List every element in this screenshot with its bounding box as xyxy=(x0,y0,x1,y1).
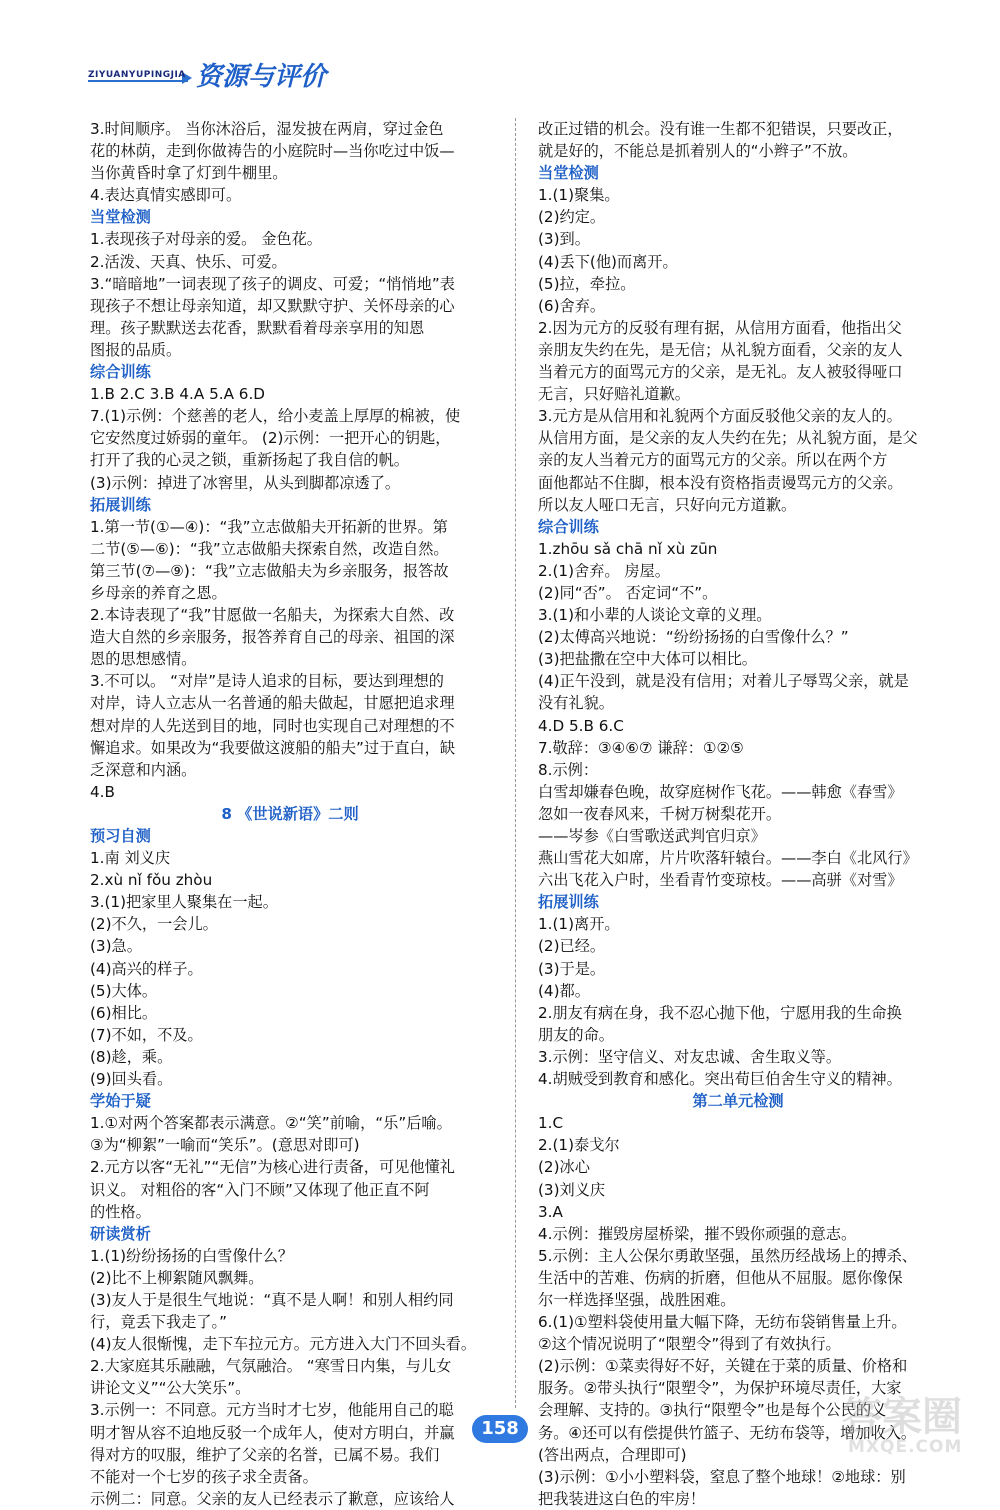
text-line: 1.B 2.C 3.B 4.A 5.A 6.D xyxy=(90,385,265,404)
text-line: (3)到。 xyxy=(538,230,590,249)
text-line: 无言，只好赔礼道歉。 xyxy=(538,385,690,404)
text-line: 7.(1)示例：个慈善的老人，给小麦盖上厚厚的棉被，使 xyxy=(90,407,461,426)
text-line: 乡母亲的养育之恩。 xyxy=(90,583,227,602)
text-line: 当着元方的面骂元方的父亲，是无礼。友人被驳得哑口 xyxy=(538,363,903,382)
text-line: 尔一样选择坚强，战胜困难。 xyxy=(538,1290,736,1309)
column-divider xyxy=(515,118,516,1408)
text-line: (2)同“否”。 否定词“不”。 xyxy=(538,583,718,602)
text-line: (2)比不上柳絮随风飘舞。 xyxy=(90,1268,264,1287)
text-line: 生活中的苦难、伤病的折磨，但他从不屈服。愿你像保 xyxy=(538,1268,903,1287)
text-line: 理。孩子默默送去花香，默默看着母亲享用的知恩 xyxy=(90,318,425,337)
text-line: 把我装进这白色的牢房！ xyxy=(538,1489,706,1508)
text-line: 会理解、支持的。③执行“限塑令”也是每个公民的义 xyxy=(538,1401,887,1420)
text-line: (3)把盐撒在空中大体可以相比。 xyxy=(538,650,757,669)
section-heading: 当堂检测 xyxy=(538,164,599,183)
text-line: 3.元方是从信用和礼貌两个方面反驳他父亲的友人的。 xyxy=(538,407,902,426)
text-line: 1.(1)离开。 xyxy=(538,915,620,934)
text-line: 亲朋友失约在先，是无信；从礼貌方面看，父亲的友人 xyxy=(538,340,903,359)
text-line: 1.(1)聚集。 xyxy=(538,186,620,205)
section-heading: 当堂检测 xyxy=(90,208,151,227)
section-heading: 综合训练 xyxy=(90,363,151,382)
text-line: 2.活泼、天真、快乐、可爱。 xyxy=(90,252,287,271)
text-line: 燕山雪花大如席，片片吹落轩辕台。——李白《北风行》 xyxy=(538,849,918,868)
text-line: 亲的友人当着元方的面骂元方的父亲。所以在两个方 xyxy=(538,451,888,470)
section-heading: 拓展训练 xyxy=(90,495,151,514)
text-line: 二节(⑤—⑥)：“我”立志做船夫探索自然，改造自然。 xyxy=(90,539,449,558)
text-line: (3)刘义庆 xyxy=(538,1180,606,1199)
watermark-url: MXQE.COM xyxy=(848,1437,963,1457)
text-line: 得对方的叹服，维护了父亲的名誉，已属不易。我们 xyxy=(90,1445,440,1464)
text-line: (2)已经。 xyxy=(538,937,606,956)
text-line: 乏深意和内涵。 xyxy=(90,760,197,779)
text-line: 6.(1)①塑料袋使用量大幅下降，无纺布袋销售量上升。 xyxy=(538,1313,907,1332)
text-line: 1.(1)纷纷扬扬的白雪像什么？ xyxy=(90,1246,294,1265)
text-line: (2)冰心 xyxy=(538,1158,590,1177)
text-line: 2.朋友有病在身，我不忍心抛下他，宁愿用我的生命换 xyxy=(538,1003,902,1022)
text-line: 图报的品质。 xyxy=(90,340,182,359)
text-line: 讲论文义”“公大笑乐”。 xyxy=(90,1379,251,1398)
text-line: (3)示例：①小小塑料袋，窒息了整个地球！②地球：别 xyxy=(538,1467,906,1486)
text-line: ②这个情况说明了“限塑令”得到了有效执行。 xyxy=(538,1335,841,1354)
text-line: 2.(1)泰戈尔 xyxy=(538,1136,620,1155)
text-line: 六出飞花入户时，坐看青竹变琼枝。——高骈《对雪》 xyxy=(538,871,903,890)
text-line: 4.胡贼受到教育和感化。突出荀巨伯舍生守义的精神。 xyxy=(538,1070,902,1089)
header-line xyxy=(88,80,188,82)
text-line: 3.“暗暗地”一词表现了孩子的调皮、可爱；“悄悄地”表 xyxy=(90,274,455,293)
text-line: (3)急。 xyxy=(90,937,142,956)
text-line: 4.B xyxy=(90,782,115,801)
text-line: 懈追求。如果改为“我要做这渡船的船夫”过于直白，缺 xyxy=(90,738,456,757)
text-line: (7)不如，不及。 xyxy=(90,1025,203,1044)
text-line: 造大自然的乡亲服务，报答养育自己的母亲、祖国的深 xyxy=(90,628,455,647)
text-line: 2.(1)舍弃。 房屋。 xyxy=(538,561,670,580)
text-line: 恩的思想感情。 xyxy=(90,650,197,669)
text-line: 的性格。 xyxy=(90,1202,151,1221)
text-line: 2.元方以客“无礼”“无信”为核心进行责备，可见他懂礼 xyxy=(90,1158,455,1177)
text-line: 明才智从容不迫地反驳一个成年人，使对方明白，并赢 xyxy=(90,1423,455,1442)
text-line: 1.第一节(①—④)：“我”立志做船夫开拓新的世界。第 xyxy=(90,517,448,536)
text-line: 8.示例： xyxy=(538,760,599,779)
watermark-logo xyxy=(836,1385,986,1465)
watermark-text: 答案圈 xyxy=(842,1394,962,1440)
text-line: (3)于是。 xyxy=(538,959,606,978)
section-heading: 研读赏析 xyxy=(90,1224,151,1243)
text-line: 朋友的命。 xyxy=(538,1025,614,1044)
text-line: 7.敬辞：③④⑥⑦ 谦辞：①②⑤ xyxy=(538,738,744,757)
text-line: 1.南 刘义庆 xyxy=(90,849,171,868)
section-heading: 综合训练 xyxy=(538,517,599,536)
text-line: (4)都。 xyxy=(538,981,590,1000)
text-line: 5.示例：主人公保尔勇敢坚强，虽然历经战场上的搏杀、 xyxy=(538,1246,917,1265)
text-line: (4)正午没到，就是没有信用；对着儿子辱骂父亲，就是 xyxy=(538,672,909,691)
text-line: (答出两点，合理即可) xyxy=(538,1445,687,1464)
text-line: 所以友人哑口无言，只好向元方道歉。 xyxy=(538,495,797,514)
text-line: 1.①对两个答案都表示满意。②“笑”前喻，“乐”后喻。 xyxy=(90,1114,452,1133)
text-line: 3.(1)把家里人聚集在一起。 xyxy=(90,893,278,912)
text-line: (4)丢下(他)而离开。 xyxy=(538,252,678,271)
text-line: 花的林荫，走到你做祷告的小庭院时—当你吃过中饭— xyxy=(90,142,455,161)
right-column xyxy=(538,118,938,1510)
text-line: (3)友人于是很生气地说：“真不是人啊！和别人相约同 xyxy=(90,1290,454,1309)
text-line: 示例二：同意。父亲的友人已经表示了歉意，应该给人 xyxy=(90,1489,455,1508)
lesson-title: 第二单元检测 xyxy=(692,1092,784,1111)
text-line: 不能对一个七岁的孩子求全责备。 xyxy=(90,1467,318,1486)
text-line: 4.D 5.B 6.C xyxy=(538,716,624,735)
left-column xyxy=(90,118,490,1510)
text-line: (5)大体。 xyxy=(90,981,158,1000)
text-line: 1.表现孩子对母亲的爱。 金色花。 xyxy=(90,230,322,249)
text-line: 务。④还可以有偿提供竹篮子、无纺布袋等，增加收入。 xyxy=(538,1423,917,1442)
text-line: 白雪却嫌春色晚，故穿庭树作飞花。——韩愈《春雪》 xyxy=(538,782,903,801)
text-line: (5)拉，牵拉。 xyxy=(538,274,636,293)
page-number: 158 xyxy=(472,1415,528,1443)
section-heading: 拓展训练 xyxy=(538,893,599,912)
header-title: 资源与评价 xyxy=(196,62,327,92)
text-line: (3)示例：掉进了冰窖里，从头到脚都凉透了。 xyxy=(90,473,401,492)
text-line: 4.示例：摧毁房屋桥梁，摧不毁你顽强的意志。 xyxy=(538,1224,857,1243)
text-line: 2.本诗表现了“我”甘愿做一名船夫，为探索大自然、改 xyxy=(90,606,455,625)
text-line: (8)趁，乘。 xyxy=(90,1047,173,1066)
text-line: 1.C xyxy=(538,1114,564,1133)
text-line: 2.因为元方的反驳有理有据，从信用方面看，他指出父 xyxy=(538,318,902,337)
text-line: (6)舍弃。 xyxy=(538,296,606,315)
text-line: 从信用方面，是父亲的友人失约在先；从礼貌方面，是父 xyxy=(538,429,918,448)
text-line: 1.zhōu sǎ chā nǐ xù zūn xyxy=(538,539,718,558)
text-line: 现孩子不想让母亲知道，却又默默守护、关怀母亲的心 xyxy=(90,296,455,315)
text-line: ——岑参《白雪歌送武判官归京》 xyxy=(538,827,766,845)
text-line: 3.(1)和小辈的人谈论文章的义理。 xyxy=(538,606,772,625)
text-line: 忽如一夜春风来，千树万树梨花开。 xyxy=(538,804,781,823)
text-line: 想对岸的人先送到目的地，同时也实现自己对理想的不 xyxy=(90,716,455,735)
text-line: (6)相比。 xyxy=(90,1003,158,1022)
text-line: 服务。②带头执行“限塑令”，为保护环境尽责任，大家 xyxy=(538,1379,902,1398)
text-line: 3.时间顺序。 当你沐浴后，湿发披在两肩，穿过金色 xyxy=(90,120,444,138)
text-line: 4.表达真情实感即可。 xyxy=(90,186,242,205)
text-line: 第三节(⑦—⑨)：“我”立志做船夫为乡亲服务，报答故 xyxy=(90,561,449,580)
text-line: 行，竟丢下我走了。” xyxy=(90,1313,227,1332)
text-line: 改正过错的机会。没有谁一生都不犯错误，只要改正， xyxy=(538,120,903,138)
header-pinyin: ZIYUANYUPINGJIA xyxy=(88,70,186,80)
text-line: 3.不可以。 “对岸”是诗人追求的目标，要达到理想的 xyxy=(90,672,444,691)
lesson-title: 8 《世说新语》二则 xyxy=(221,804,359,823)
text-line: 没有礼貌。 xyxy=(538,694,614,713)
text-line: 它安然度过娇弱的童年。 (2)示例：一把开心的钥匙， xyxy=(90,429,451,448)
text-line: (2)不久，一会儿。 xyxy=(90,915,218,934)
text-line: 当你黄昏时拿了灯到牛棚里。 xyxy=(90,164,288,183)
text-line: (9)回头看。 xyxy=(90,1070,173,1089)
text-line: 3.A xyxy=(538,1202,563,1221)
text-line: 就是好的，不能总是抓着别人的“小辫子”不放。 xyxy=(538,142,858,161)
text-line: 2.xù nǐ fǒu zhòu xyxy=(90,871,213,890)
text-line: ③为“柳絮”一喻而“笑乐”。(意思对即可) xyxy=(90,1136,360,1155)
text-line: 对岸，诗人立志从一名普通的船夫做起，甘愿把追求理 xyxy=(90,694,455,713)
section-heading: 学始于疑 xyxy=(90,1092,151,1111)
text-line: 2.大家庭其乐融融，气氛融洽。 “寒雪日内集，与儿女 xyxy=(90,1357,452,1376)
text-line: 打开了我的心灵之锁，重新扬起了我自信的帆。 xyxy=(90,451,409,470)
text-line: (4)友人很惭愧，走下车拉元方。元方进入大门不回头看。 xyxy=(90,1335,477,1354)
text-line: (4)高兴的样子。 xyxy=(90,959,203,978)
text-line: 面他都站不住脚，根本没有资格指责谩骂元方的父亲。 xyxy=(538,473,903,492)
section-heading: 预习自测 xyxy=(90,827,151,845)
text-line: 识义。 对粗俗的客“入门不顾”又体现了他正直不阿 xyxy=(90,1180,430,1199)
text-line: 3.示例一：不同意。元方当时才七岁，他能用自己的聪 xyxy=(90,1401,454,1420)
text-line: (2)太傅高兴地说：“纷纷扬扬的白雪像什么？” xyxy=(538,628,849,647)
text-line: (2)约定。 xyxy=(538,208,606,227)
text-line: 3.示例：坚守信义、对友忠诚、舍生取义等。 xyxy=(538,1047,842,1066)
page-header xyxy=(88,52,348,92)
text-line: (2)示例：①菜卖得好不好，关键在于菜的质量、价格和 xyxy=(538,1357,908,1376)
